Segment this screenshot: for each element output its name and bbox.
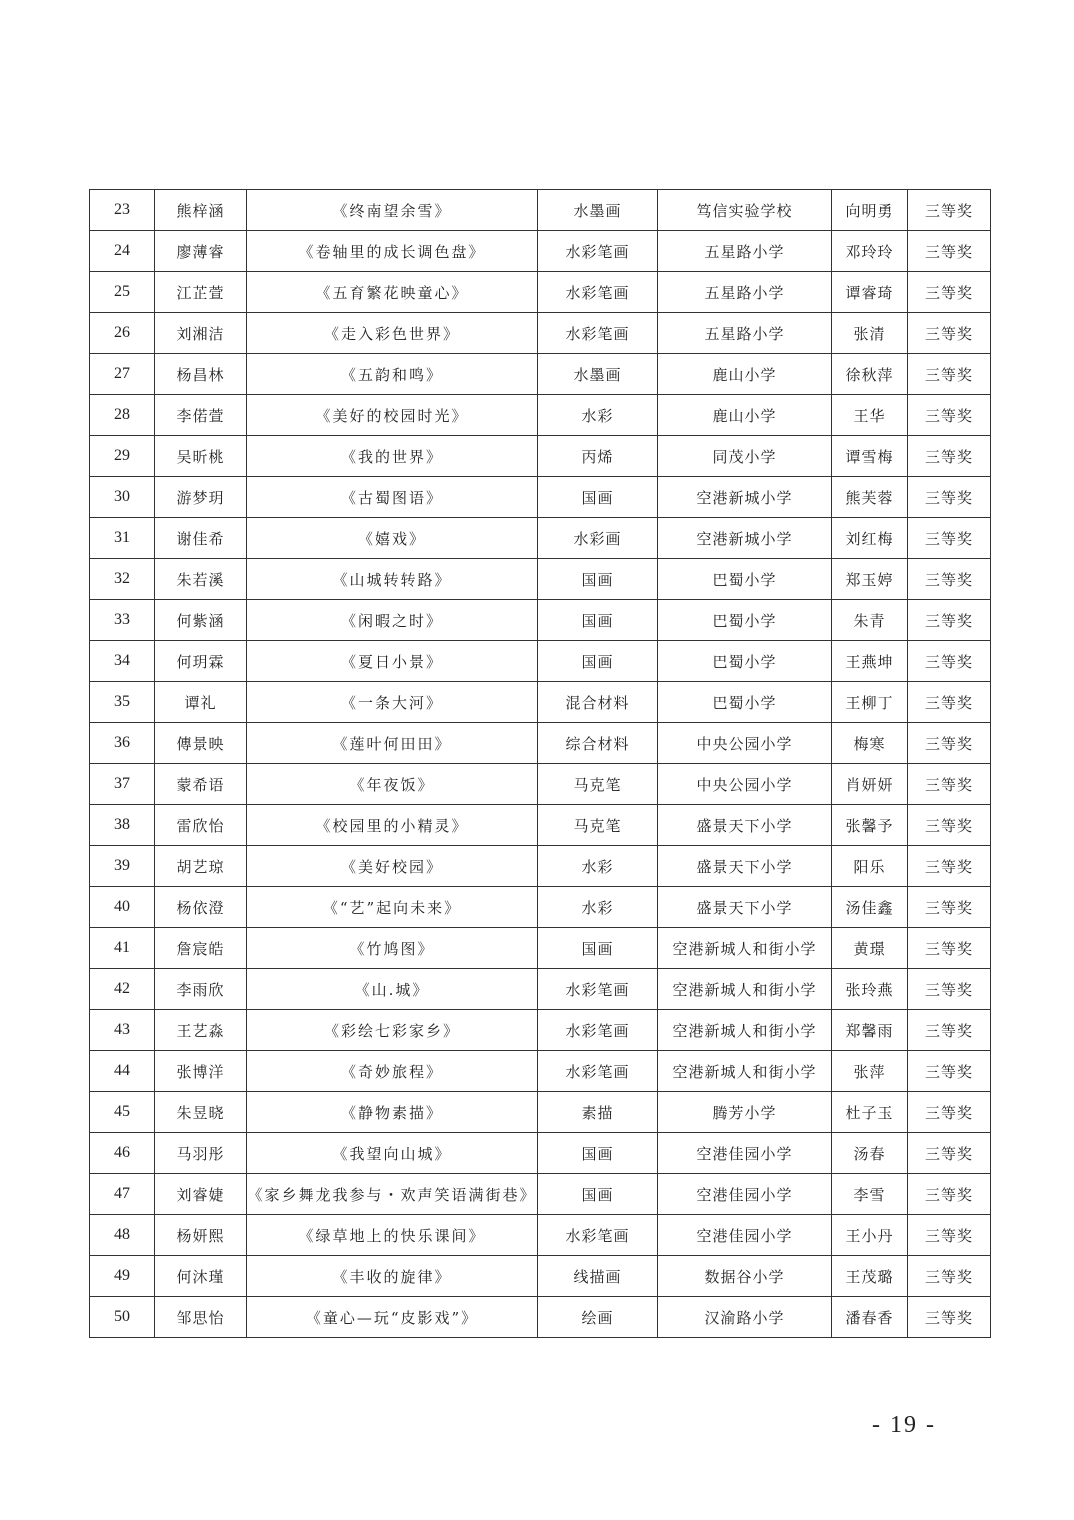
student-name-cell: 吴昕桃 (155, 436, 247, 477)
school-cell: 同茂小学 (658, 436, 832, 477)
award-cell: 三等奖 (908, 1174, 991, 1215)
school-cell: 空港新城人和街小学 (658, 1010, 832, 1051)
award-cell: 三等奖 (908, 1051, 991, 1092)
artwork-title-cell: 《童心—玩“皮影戏”》 (247, 1297, 538, 1338)
teacher-cell: 王小丹 (832, 1215, 908, 1256)
entry-number-cell: 28 (90, 395, 155, 436)
teacher-cell: 谭睿琦 (832, 272, 908, 313)
medium-cell: 水彩笔画 (538, 272, 658, 313)
artwork-title-cell: 《绿草地上的快乐课间》 (247, 1215, 538, 1256)
medium-cell: 水彩 (538, 846, 658, 887)
school-cell: 笃信实验学校 (658, 190, 832, 231)
medium-cell: 水彩画 (538, 518, 658, 559)
table-row (90, 436, 991, 477)
artwork-title-cell: 《嬉戏》 (247, 518, 538, 559)
school-cell: 五星路小学 (658, 272, 832, 313)
entry-number-cell: 38 (90, 805, 155, 846)
award-cell: 三等奖 (908, 1256, 991, 1297)
award-cell: 三等奖 (908, 231, 991, 272)
artwork-title-cell: 《夏日小景》 (247, 641, 538, 682)
artwork-title-cell: 《五育繁花映童心》 (247, 272, 538, 313)
teacher-cell: 潘春香 (832, 1297, 908, 1338)
award-cell: 三等奖 (908, 600, 991, 641)
student-name-cell: 王艺淼 (155, 1010, 247, 1051)
school-cell: 盛景天下小学 (658, 887, 832, 928)
entry-number-cell: 26 (90, 313, 155, 354)
teacher-cell: 肖妍妍 (832, 764, 908, 805)
award-cell: 三等奖 (908, 436, 991, 477)
award-cell: 三等奖 (908, 518, 991, 559)
artwork-title-cell: 《五韵和鸣》 (247, 354, 538, 395)
artwork-title-cell: 《山.城》 (247, 969, 538, 1010)
school-cell: 巴蜀小学 (658, 559, 832, 600)
entry-number-cell: 29 (90, 436, 155, 477)
artwork-title-cell: 《竹鸠图》 (247, 928, 538, 969)
school-cell: 鹿山小学 (658, 354, 832, 395)
award-cell: 三等奖 (908, 272, 991, 313)
school-cell: 巴蜀小学 (658, 600, 832, 641)
teacher-cell: 李雪 (832, 1174, 908, 1215)
medium-cell: 国画 (538, 559, 658, 600)
entry-number-cell: 44 (90, 1051, 155, 1092)
award-cell: 三等奖 (908, 354, 991, 395)
artwork-title-cell: 《奇妙旅程》 (247, 1051, 538, 1092)
student-name-cell: 李偌萱 (155, 395, 247, 436)
medium-cell: 国画 (538, 600, 658, 641)
student-name-cell: 朱昱晓 (155, 1092, 247, 1133)
artwork-title-cell: 《年夜饭》 (247, 764, 538, 805)
student-name-cell: 何沐瑾 (155, 1256, 247, 1297)
student-name-cell: 何玥霖 (155, 641, 247, 682)
entry-number-cell: 43 (90, 1010, 155, 1051)
page-number: - 19 - (872, 1412, 936, 1438)
entry-number-cell: 32 (90, 559, 155, 600)
artwork-title-cell: 《美好校园》 (247, 846, 538, 887)
award-cell: 三等奖 (908, 764, 991, 805)
table-row (90, 887, 991, 928)
table-row (90, 1215, 991, 1256)
award-cell: 三等奖 (908, 887, 991, 928)
medium-cell: 素描 (538, 1092, 658, 1133)
medium-cell: 马克笔 (538, 805, 658, 846)
entry-number-cell: 42 (90, 969, 155, 1010)
school-cell: 五星路小学 (658, 231, 832, 272)
student-name-cell: 游梦玥 (155, 477, 247, 518)
student-name-cell: 李雨欣 (155, 969, 247, 1010)
entry-number-cell: 25 (90, 272, 155, 313)
school-cell: 空港新城小学 (658, 477, 832, 518)
medium-cell: 水彩笔画 (538, 1215, 658, 1256)
medium-cell: 国画 (538, 477, 658, 518)
award-cell: 三等奖 (908, 641, 991, 682)
artwork-title-cell: 《丰收的旋律》 (247, 1256, 538, 1297)
award-table-body (90, 190, 991, 1338)
award-cell: 三等奖 (908, 969, 991, 1010)
school-cell: 汉渝路小学 (658, 1297, 832, 1338)
teacher-cell: 王茂璐 (832, 1256, 908, 1297)
table-row (90, 395, 991, 436)
student-name-cell: 刘湘洁 (155, 313, 247, 354)
award-cell: 三等奖 (908, 846, 991, 887)
teacher-cell: 王柳丁 (832, 682, 908, 723)
teacher-cell: 谭雪梅 (832, 436, 908, 477)
entry-number-cell: 34 (90, 641, 155, 682)
medium-cell: 水彩笔画 (538, 1051, 658, 1092)
table-row (90, 805, 991, 846)
student-name-cell: 朱若溪 (155, 559, 247, 600)
table-row (90, 1256, 991, 1297)
student-name-cell: 江芷萱 (155, 272, 247, 313)
school-cell: 空港佳园小学 (658, 1133, 832, 1174)
entry-number-cell: 31 (90, 518, 155, 559)
entry-number-cell: 27 (90, 354, 155, 395)
school-cell: 空港新城小学 (658, 518, 832, 559)
school-cell: 中央公园小学 (658, 723, 832, 764)
table-row (90, 190, 991, 231)
student-name-cell: 熊梓涵 (155, 190, 247, 231)
artwork-title-cell: 《我的世界》 (247, 436, 538, 477)
school-cell: 空港新城人和街小学 (658, 969, 832, 1010)
school-cell: 空港新城人和街小学 (658, 1051, 832, 1092)
table-row (90, 354, 991, 395)
table-row (90, 846, 991, 887)
table-row (90, 559, 991, 600)
table-row (90, 1092, 991, 1133)
student-name-cell: 刘睿婕 (155, 1174, 247, 1215)
entry-number-cell: 30 (90, 477, 155, 518)
school-cell: 数据谷小学 (658, 1256, 832, 1297)
table-row (90, 723, 991, 764)
award-cell: 三等奖 (908, 682, 991, 723)
student-name-cell: 杨依澄 (155, 887, 247, 928)
school-cell: 中央公园小学 (658, 764, 832, 805)
teacher-cell: 向明勇 (832, 190, 908, 231)
teacher-cell: 刘红梅 (832, 518, 908, 559)
medium-cell: 国画 (538, 928, 658, 969)
teacher-cell: 徐秋萍 (832, 354, 908, 395)
teacher-cell: 郑玉婷 (832, 559, 908, 600)
school-cell: 腾芳小学 (658, 1092, 832, 1133)
school-cell: 空港佳园小学 (658, 1215, 832, 1256)
school-cell: 鹿山小学 (658, 395, 832, 436)
entry-number-cell: 46 (90, 1133, 155, 1174)
table-row (90, 600, 991, 641)
table-row (90, 231, 991, 272)
medium-cell: 混合材料 (538, 682, 658, 723)
medium-cell: 水彩笔画 (538, 231, 658, 272)
table-row (90, 641, 991, 682)
artwork-title-cell: 《一条大河》 (247, 682, 538, 723)
student-name-cell: 杨昌林 (155, 354, 247, 395)
student-name-cell: 詹宸皓 (155, 928, 247, 969)
table-row (90, 272, 991, 313)
medium-cell: 线描画 (538, 1256, 658, 1297)
school-cell: 盛景天下小学 (658, 805, 832, 846)
award-cell: 三等奖 (908, 1092, 991, 1133)
entry-number-cell: 49 (90, 1256, 155, 1297)
award-cell: 三等奖 (908, 559, 991, 600)
medium-cell: 丙烯 (538, 436, 658, 477)
medium-cell: 国画 (538, 1133, 658, 1174)
artwork-title-cell: 《闲暇之时》 (247, 600, 538, 641)
entry-number-cell: 40 (90, 887, 155, 928)
artwork-title-cell: 《家乡舞龙我参与・欢声笑语满街巷》 (247, 1174, 538, 1215)
teacher-cell: 阳乐 (832, 846, 908, 887)
student-name-cell: 蒙希语 (155, 764, 247, 805)
medium-cell: 国画 (538, 641, 658, 682)
award-cell: 三等奖 (908, 477, 991, 518)
award-cell: 三等奖 (908, 1297, 991, 1338)
medium-cell: 水彩 (538, 395, 658, 436)
entry-number-cell: 24 (90, 231, 155, 272)
medium-cell: 水彩 (538, 887, 658, 928)
medium-cell: 水彩笔画 (538, 969, 658, 1010)
teacher-cell: 熊芙蓉 (832, 477, 908, 518)
school-cell: 巴蜀小学 (658, 682, 832, 723)
award-cell: 三等奖 (908, 1215, 991, 1256)
teacher-cell: 朱青 (832, 600, 908, 641)
entry-number-cell: 47 (90, 1174, 155, 1215)
artwork-title-cell: 《走入彩色世界》 (247, 313, 538, 354)
artwork-title-cell: 《卷轴里的成长调色盘》 (247, 231, 538, 272)
medium-cell: 马克笔 (538, 764, 658, 805)
table-row (90, 969, 991, 1010)
student-name-cell: 廖薄睿 (155, 231, 247, 272)
artwork-title-cell: 《山城转转路》 (247, 559, 538, 600)
artwork-title-cell: 《美好的校园时光》 (247, 395, 538, 436)
table-row (90, 1133, 991, 1174)
table-row (90, 928, 991, 969)
teacher-cell: 王燕坤 (832, 641, 908, 682)
table-row (90, 313, 991, 354)
student-name-cell: 谭礼 (155, 682, 247, 723)
student-name-cell: 张博洋 (155, 1051, 247, 1092)
artwork-title-cell: 《古蜀图语》 (247, 477, 538, 518)
entry-number-cell: 39 (90, 846, 155, 887)
entry-number-cell: 45 (90, 1092, 155, 1133)
student-name-cell: 谢佳希 (155, 518, 247, 559)
school-cell: 巴蜀小学 (658, 641, 832, 682)
student-name-cell: 邹思怡 (155, 1297, 247, 1338)
table-row (90, 682, 991, 723)
student-name-cell: 何紫涵 (155, 600, 247, 641)
entry-number-cell: 35 (90, 682, 155, 723)
teacher-cell: 汤佳鑫 (832, 887, 908, 928)
teacher-cell: 汤春 (832, 1133, 908, 1174)
entry-number-cell: 23 (90, 190, 155, 231)
entry-number-cell: 36 (90, 723, 155, 764)
table-row (90, 764, 991, 805)
teacher-cell: 杜子玉 (832, 1092, 908, 1133)
award-cell: 三等奖 (908, 190, 991, 231)
teacher-cell: 王华 (832, 395, 908, 436)
student-name-cell: 马羽彤 (155, 1133, 247, 1174)
teacher-cell: 黄璟 (832, 928, 908, 969)
student-name-cell: 胡艺琼 (155, 846, 247, 887)
artwork-title-cell: 《彩绘七彩家乡》 (247, 1010, 538, 1051)
teacher-cell: 张馨予 (832, 805, 908, 846)
medium-cell: 国画 (538, 1174, 658, 1215)
student-name-cell: 雷欣怡 (155, 805, 247, 846)
medium-cell: 综合材料 (538, 723, 658, 764)
entry-number-cell: 41 (90, 928, 155, 969)
teacher-cell: 张萍 (832, 1051, 908, 1092)
award-cell: 三等奖 (908, 805, 991, 846)
artwork-title-cell: 《我望向山城》 (247, 1133, 538, 1174)
award-cell: 三等奖 (908, 313, 991, 354)
award-cell: 三等奖 (908, 928, 991, 969)
award-table (89, 189, 991, 1338)
award-cell: 三等奖 (908, 395, 991, 436)
artwork-title-cell: 《终南望余雪》 (247, 190, 538, 231)
entry-number-cell: 37 (90, 764, 155, 805)
entry-number-cell: 33 (90, 600, 155, 641)
school-cell: 盛景天下小学 (658, 846, 832, 887)
school-cell: 空港佳园小学 (658, 1174, 832, 1215)
entry-number-cell: 50 (90, 1297, 155, 1338)
artwork-title-cell: 《校园里的小精灵》 (247, 805, 538, 846)
table-row (90, 477, 991, 518)
table-row (90, 1297, 991, 1338)
table-row (90, 1051, 991, 1092)
student-name-cell: 傳景映 (155, 723, 247, 764)
medium-cell: 水墨画 (538, 354, 658, 395)
artwork-title-cell: 《静物素描》 (247, 1092, 538, 1133)
table-row (90, 1174, 991, 1215)
artwork-title-cell: 《“艺”起向未来》 (247, 887, 538, 928)
table-row (90, 1010, 991, 1051)
award-cell: 三等奖 (908, 723, 991, 764)
teacher-cell: 梅寒 (832, 723, 908, 764)
medium-cell: 绘画 (538, 1297, 658, 1338)
artwork-title-cell: 《莲叶何田田》 (247, 723, 538, 764)
school-cell: 空港新城人和街小学 (658, 928, 832, 969)
teacher-cell: 张清 (832, 313, 908, 354)
teacher-cell: 郑馨雨 (832, 1010, 908, 1051)
award-cell: 三等奖 (908, 1010, 991, 1051)
teacher-cell: 邓玲玲 (832, 231, 908, 272)
table-row (90, 518, 991, 559)
student-name-cell: 杨妍熙 (155, 1215, 247, 1256)
teacher-cell: 张玲燕 (832, 969, 908, 1010)
entry-number-cell: 48 (90, 1215, 155, 1256)
medium-cell: 水墨画 (538, 190, 658, 231)
award-cell: 三等奖 (908, 1133, 991, 1174)
medium-cell: 水彩笔画 (538, 313, 658, 354)
school-cell: 五星路小学 (658, 313, 832, 354)
medium-cell: 水彩笔画 (538, 1010, 658, 1051)
